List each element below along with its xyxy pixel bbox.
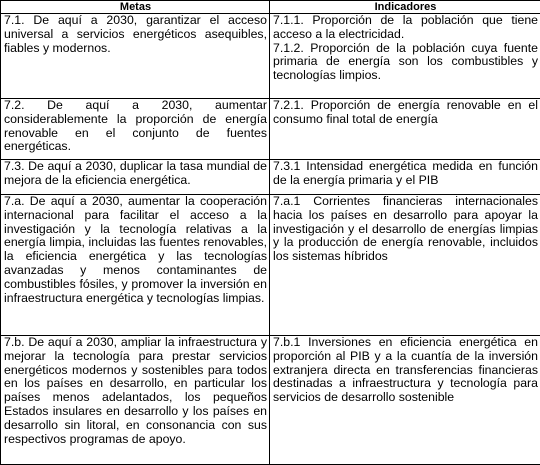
indicator-text: 7.3.1 Intensidad energética medida en función de la energía primaria y el PIB: [273, 159, 538, 187]
table-row: [1, 99, 540, 160]
table-row: [1, 160, 540, 195]
indicator-cell: [270, 14, 540, 99]
meta-cell: 7.2. De aquí a 2030, aumentar considerablemente la proporción de energía renovable en el conjunto de fuentes energéticas.: [1, 99, 270, 160]
indicator-cell: [270, 336, 540, 465]
indicator-text: 7.1.1. Proporción de la población que tiene acceso a la electricidad.: [273, 13, 538, 41]
indicator-cell: [270, 160, 540, 195]
table-row: [1, 14, 540, 99]
indicator-text: 7.2.1. Proporción de energía renovable en el consumo final total de energía: [273, 98, 538, 126]
meta-cell: 7.a. De aquí a 2030, aumentar la cooperación internacional para facilitar el acceso a la investigación y la tecnología relativas a la energía limpia, incluidas las fuentes renovables, la eficiencia energética y las tecnologías avanzadas y menos contaminantes de combustibles fósiles, y promover la inversión en infraestructura energética y tecnologías limpias.: [1, 195, 270, 336]
header-metas: Metas: [1, 1, 270, 14]
meta-cell: 7.1. De aquí a 2030, garantizar el acceso universal a servicios energéticos asequibles, fiables y modernos.: [1, 14, 270, 99]
indicator-cell: [270, 195, 540, 336]
indicator-text: 7.a.1 Corrientes financieras internacionales hacia los países en desarrollo para apoyar la investigación y el desarrollo de energías limpias y la producción de energía renovable, incluidos los sistemas híbridos: [273, 194, 538, 264]
indicator-text: 7.b.1 Inversiones en eficiencia energética en proporción al PIB y a la cuantía de la inversión extranjera directa en transferencias financieras destinadas a infraestructura y tecnología para servicios de desarrollo sostenible: [273, 335, 538, 405]
header-row: [1, 1, 540, 14]
table-row: [1, 195, 540, 336]
meta-cell: 7.3. De aquí a 2030, duplicar la tasa mundial de mejora de la eficiencia energética.: [1, 160, 270, 195]
header-indicadores: Indicadores: [270, 1, 540, 14]
indicator-cell: [270, 99, 540, 160]
table-row: [1, 336, 540, 465]
indicator-text: 7.1.2. Proporción de la población cuya fuente primaria de energía son los combustibles y tecnologías limpios.: [273, 40, 538, 83]
meta-cell: 7.b. De aquí a 2030, ampliar la infraestructura y mejorar la tecnología para prestar servicios energéticos modernos y sostenibles para todos en los países en desarrollo, en particular los países menos adelantados, los pequeños Estados insulares en desarrollo y los países en desarrollo sin litoral, en consonancia con sus respectivos programas de apoyo.: [1, 336, 270, 465]
